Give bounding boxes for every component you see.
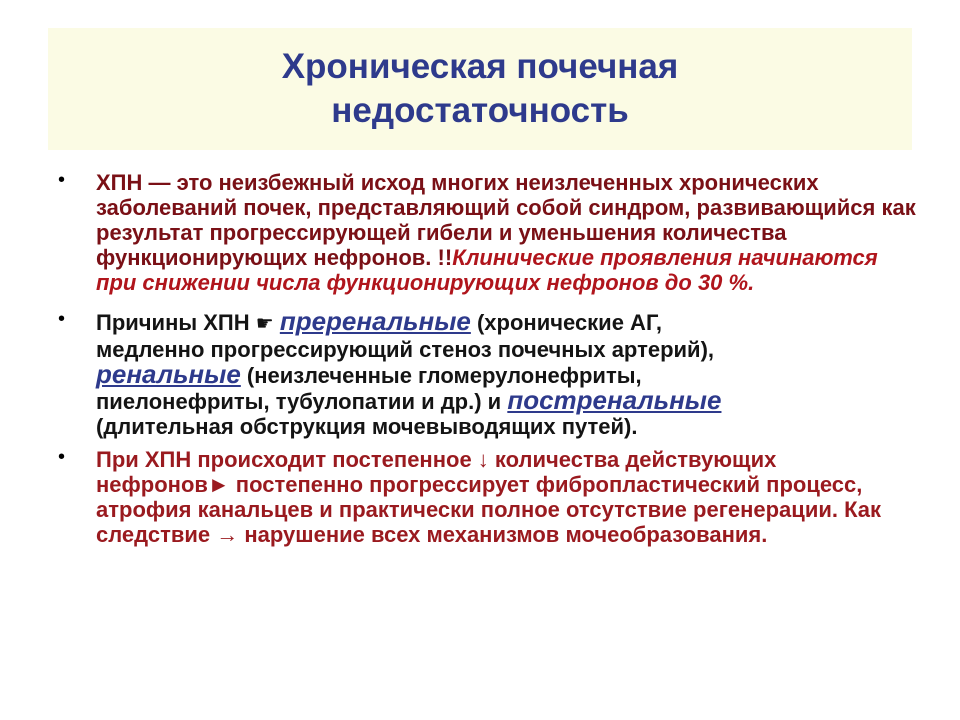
pathogenesis-text: При ХПН происходит постепенное ↓ количества действующих нефронов► постепенно прогрессирует фибропластический процесс, атрофия канальцев и практически полное отсутствие регенерации. Как следствие → нарушение всех механизмов мочеобразования.	[96, 447, 882, 547]
prerenal-description: (хронические АГ,	[470, 310, 663, 335]
bullet-causes	[56, 306, 916, 439]
definition-text: ХПН — это неизбежный исход многих неизлеченных хронических заболеваний почек, представляющий собой синдром, развивающийся как результат прогрессирующей гибели и уменьшения количества функционирующих нефронов. !!	[96, 170, 916, 270]
renal-link[interactable]: ренальные	[96, 359, 241, 389]
bullet-definition	[56, 170, 916, 295]
bullet-pathogenesis	[56, 447, 916, 547]
bullet-dot-icon: •	[58, 169, 66, 191]
page-title-line-1: Хроническая почечная	[281, 47, 679, 86]
bullet-list	[56, 170, 916, 547]
renal-description: (неизлеченные гломерулонефриты,	[240, 363, 642, 388]
causes-line-2: медленно прогрессирующий стеноз почечных артерий),	[96, 337, 715, 362]
prerenal-link[interactable]: преренальные	[279, 306, 471, 336]
causes-line-4	[96, 385, 916, 415]
pointing-hand-icon: ☛	[255, 313, 274, 335]
causes-lead: Причины ХПН	[96, 310, 250, 335]
page-title-line-2: недостаточность	[331, 91, 629, 130]
causes-line-3	[96, 359, 916, 389]
bullet-dot-icon: •	[58, 308, 66, 330]
bullet-dot-icon: •	[58, 446, 66, 468]
causes-line-5: (длительная обструкция мочевыводящих путей).	[96, 414, 638, 439]
postrenal-link[interactable]: постренальные	[507, 385, 722, 415]
title-box	[48, 28, 912, 150]
definition-emphasis: Клинические проявления начинаются при снижении числа функционирующих нефронов до 30 %.	[96, 245, 878, 295]
causes-line-1	[96, 306, 916, 337]
renal-description-cont: пиелонефриты, тубулопатии и др.) и	[96, 389, 508, 414]
